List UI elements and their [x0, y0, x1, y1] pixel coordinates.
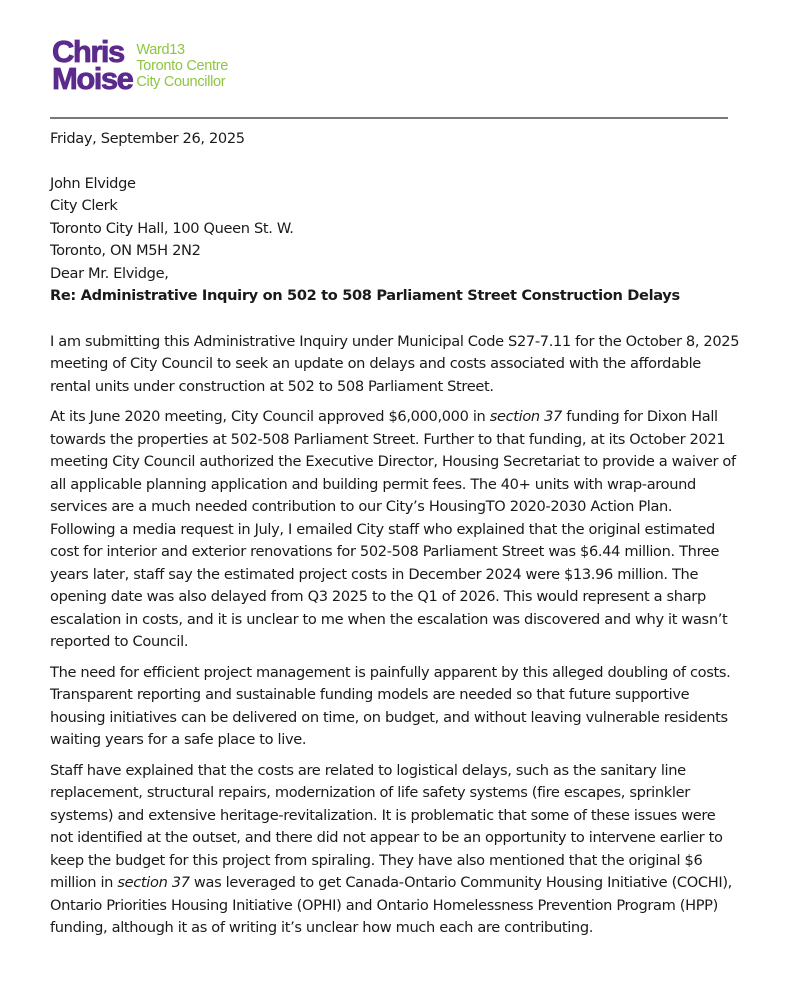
logo-subtitle	[136, 42, 228, 90]
recipient-address-line2: Toronto, ON M5H 2N2	[50, 242, 201, 259]
letter-body	[50, 128, 740, 940]
italic-term: section 37	[117, 874, 190, 891]
recipient-address	[50, 173, 740, 263]
italic-term: section 37	[489, 408, 562, 425]
paragraph-funding-history	[50, 406, 740, 654]
recipient-name: John Elvidge	[50, 174, 136, 192]
recipient-address-line1: Toronto City Hall, 100 Queen St. W.	[50, 219, 294, 237]
logo-ward: Ward13	[136, 42, 185, 58]
paragraph-project-management: The need for efficient project management is painfully apparent by this alleged doubling of costs. Transparent reporting and sustainable funding models are needed so that future supportive housing initiatives can be delivered on time, on budget, and without leaving vulnerable residents waiting years for a safe place to live.	[50, 663, 731, 748]
paragraph-text: At its June 2020 meeting, City Council approved $6,000,000 in	[50, 408, 490, 425]
paragraph-intro: I am submitting this Administrative Inquiry under Municipal Code S27-7.11 for the October 8, 2025 meeting of City Council to seek an update on delays and costs associated with the affordable rental units under construction at 502 to 508 Parliament Street.	[50, 332, 740, 395]
recipient-title: City Clerk	[50, 197, 118, 214]
paragraph-text: funding for Dixon Hall towards the properties at 502-508 Parliament Street. Further to that funding, at its October 2021 meeting City Council authorized the Executive Director, Housing Secretariat to provide a waiver of all applicable planning application and building permit fees. The 40+ units with wrap-around services are a much needed contribution to our City’s HousingTO 2020-2030 Action Plan. Following a media request in July, I emailed City staff who explained that the original estimated cost for interior and exterior renovations for 502-508 Parliament Street was $6.44 million. Three years later, staff say the estimated project costs in December 2024 were $13.96 million. The opening date was also delayed from Q3 2025 to the Q1 of 2026. This would represent a sharp escalation in costs, and it is unclear to me when the escalation was discovered and why it wasn’t reported to Council.	[50, 408, 736, 650]
letter-date: Friday, September 26, 2025	[50, 130, 245, 147]
councillor-logo	[52, 34, 229, 96]
paragraph-text: Staff have explained that the costs are related to logistical delays, such as the sanitary line replacement, structural repairs, modernization of life safety systems (fire escapes, sprinkler systems) and extensive heritage-revitalization. It is problematic that some of these issues were not identified at the outset, and there did not appear to be an opportunity to intervene earlier to keep the budget for this project from spiraling. They have also mentioned that the original $6 million in	[50, 761, 723, 891]
logo-first-name: Chris	[52, 34, 124, 69]
logo-riding: Toronto Centre	[136, 58, 229, 74]
logo-name	[52, 34, 133, 96]
subject-line: Re: Administrative Inquiry on 502 to 508 Parliament Street Construction Delays	[50, 287, 680, 304]
logo-last-name: Moise	[52, 61, 133, 96]
logo-title: City Councillor	[136, 74, 226, 90]
paragraph-text: was leveraged to get Canada-Ontario Community Housing Initiative (COCHI), Ontario Priorities Housing Initiative (OPHI) and Ontario Homelessness Prevention Program (HPP) funding, although it as of writing it’s unclear how much each are contributing.	[50, 874, 732, 936]
letterhead-divider	[50, 117, 728, 119]
salutation: Dear Mr. Elvidge,	[50, 264, 169, 282]
paragraph-cost-explanation	[50, 760, 740, 940]
